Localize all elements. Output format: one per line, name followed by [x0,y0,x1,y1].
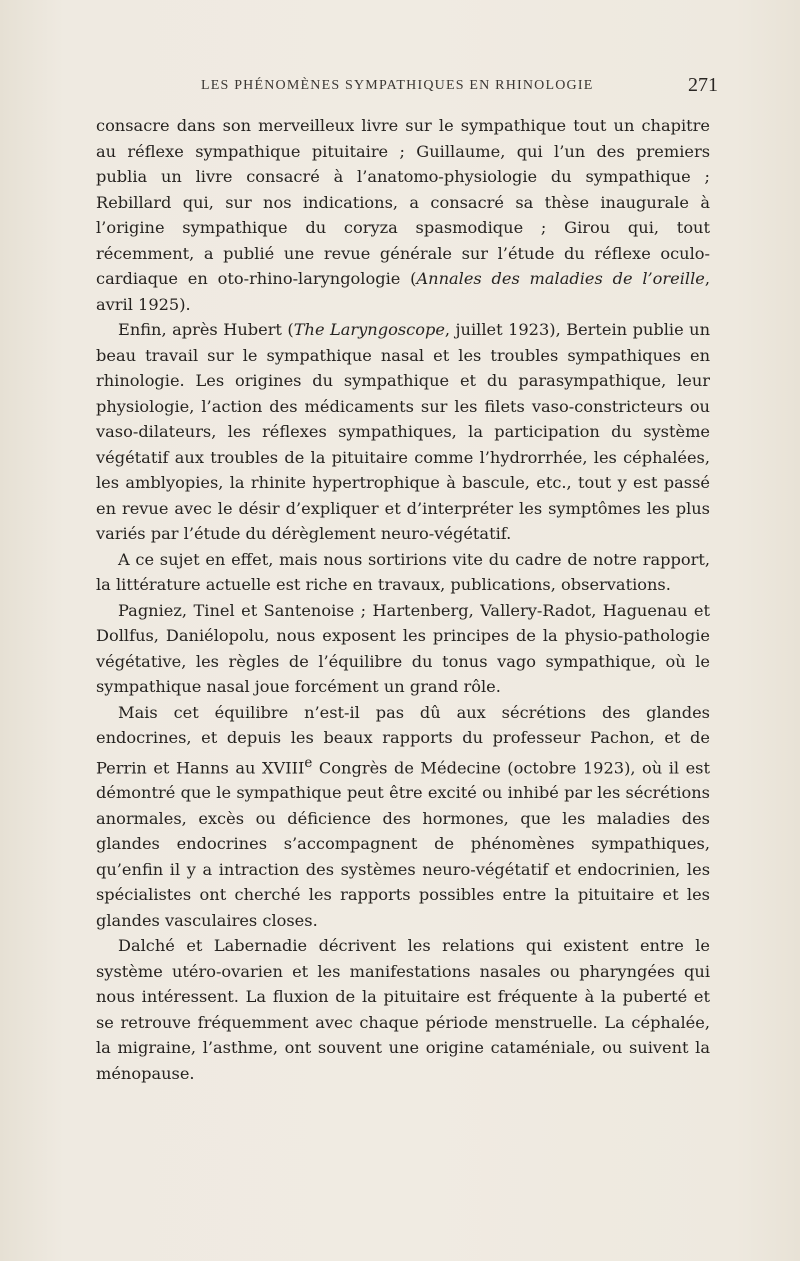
paragraph-2 [96,317,710,547]
body-text [96,113,710,1086]
running-title: LES PHÉNOMÈNES SYMPATHIQUES EN RHINOLOGIE [201,78,594,93]
paragraph-2-text-b: , juillet 1923), Bertein publie un beau travail sur le sympathique nasal et les troubles sympathiques en rhinologie. Les origines du sympathique et du parasympathique, leur physiologie, l’action des médicaments sur les filets vaso-constricteurs ou vaso-dilateurs, les réflexes sympathiques, la participation du système végétatif aux troubles de la pituitaire comme l’hydrorrhée, les céphalées, les amblyopies, la rhinite hypertrophique à bascule, etc., tout y est passé en revue avec le désir d’expliquer et d’interpréter les symptômes les plus variés par l’étude du dérèglement neuro-végétatif. [96,320,710,543]
paragraph-5 [96,700,710,934]
superscript-e: e [304,754,313,771]
paragraph-5-text-a: Mais cet équilibre n’est-il pas dû aux sécrétions des glandes endocrines, et depuis les beaux rapports du professeur Pachon, et de Perrin et Hanns au XVIII [96,702,710,777]
journal-title-annales: Annales des maladies de l’oreille [416,269,705,288]
paragraph-5-text-b: Congrès de Médecine (octobre 1923), où il est démontré que le sympathique peut être excité ou inhibé par les sécrétions anormales, excès ou déficience des hormones, que les maladies des glandes endocrines s’accompagnent de phénomènes sympathiques, qu’enfin il y a intraction des systèmes neuro-végétatif et endocrinien, les spécialistes ont cherché les rapports possibles entre la pituitaire et les glandes vasculaires closes. [96,757,710,930]
paragraph-1-text-a: consacre dans son merveilleux livre sur le sympathique tout un chapitre au réflexe sympathique pituitaire ; Guillaume, qui l’un des premiers publia un livre consacré à l’anatomo-physiologie du sympathique ; Rebillard qui, sur nos indications, a consacré sa thèse inaugurale à l’origine sympathique du coryza spasmodique ; Girou qui, tout récemment, a publié une revue générale sur l’étude du réflexe oculo-cardiaque en oto-rhino-laryngologie ( [96,116,710,288]
page-number: 271 [688,74,718,96]
paragraph-1 [96,113,710,317]
journal-title-laryngoscope: The Laryngoscope [293,320,445,339]
paragraph-1-text-b: , avril 1925). [96,269,710,314]
paragraph-2-text-a: Enfin, après Hubert ( [118,320,294,339]
running-head [96,74,718,98]
paragraph-6: Dalché et Labernadie décrivent les relations qui existent entre le système utéro-ovarien et les manifestations nasales ou pharyngées qui nous intéressent. La fluxion de la pituitaire est fréquente à la puberté et se retrouve fréquemment avec chaque période menstruelle. La céphalée, la migraine, l’asthme, ont souvent une origine cataméniale, ou suivent la ménopause. [96,936,710,1083]
paragraph-3: A ce sujet en effet, mais nous sortirions vite du cadre de notre rapport, la littérature actuelle est riche en travaux, publications, observations. [96,549,710,594]
paragraph-4: Pagniez, Tinel et Santenoise ; Hartenberg, Vallery-Radot, Haguenau et Dollfus, Daniélopolu, nous exposent les principes de la physio-pathologie végétative, les règles de l’équilibre du tonus vago sympathique, où le sympathique nasal joue forcément un grand rôle. [96,600,710,696]
